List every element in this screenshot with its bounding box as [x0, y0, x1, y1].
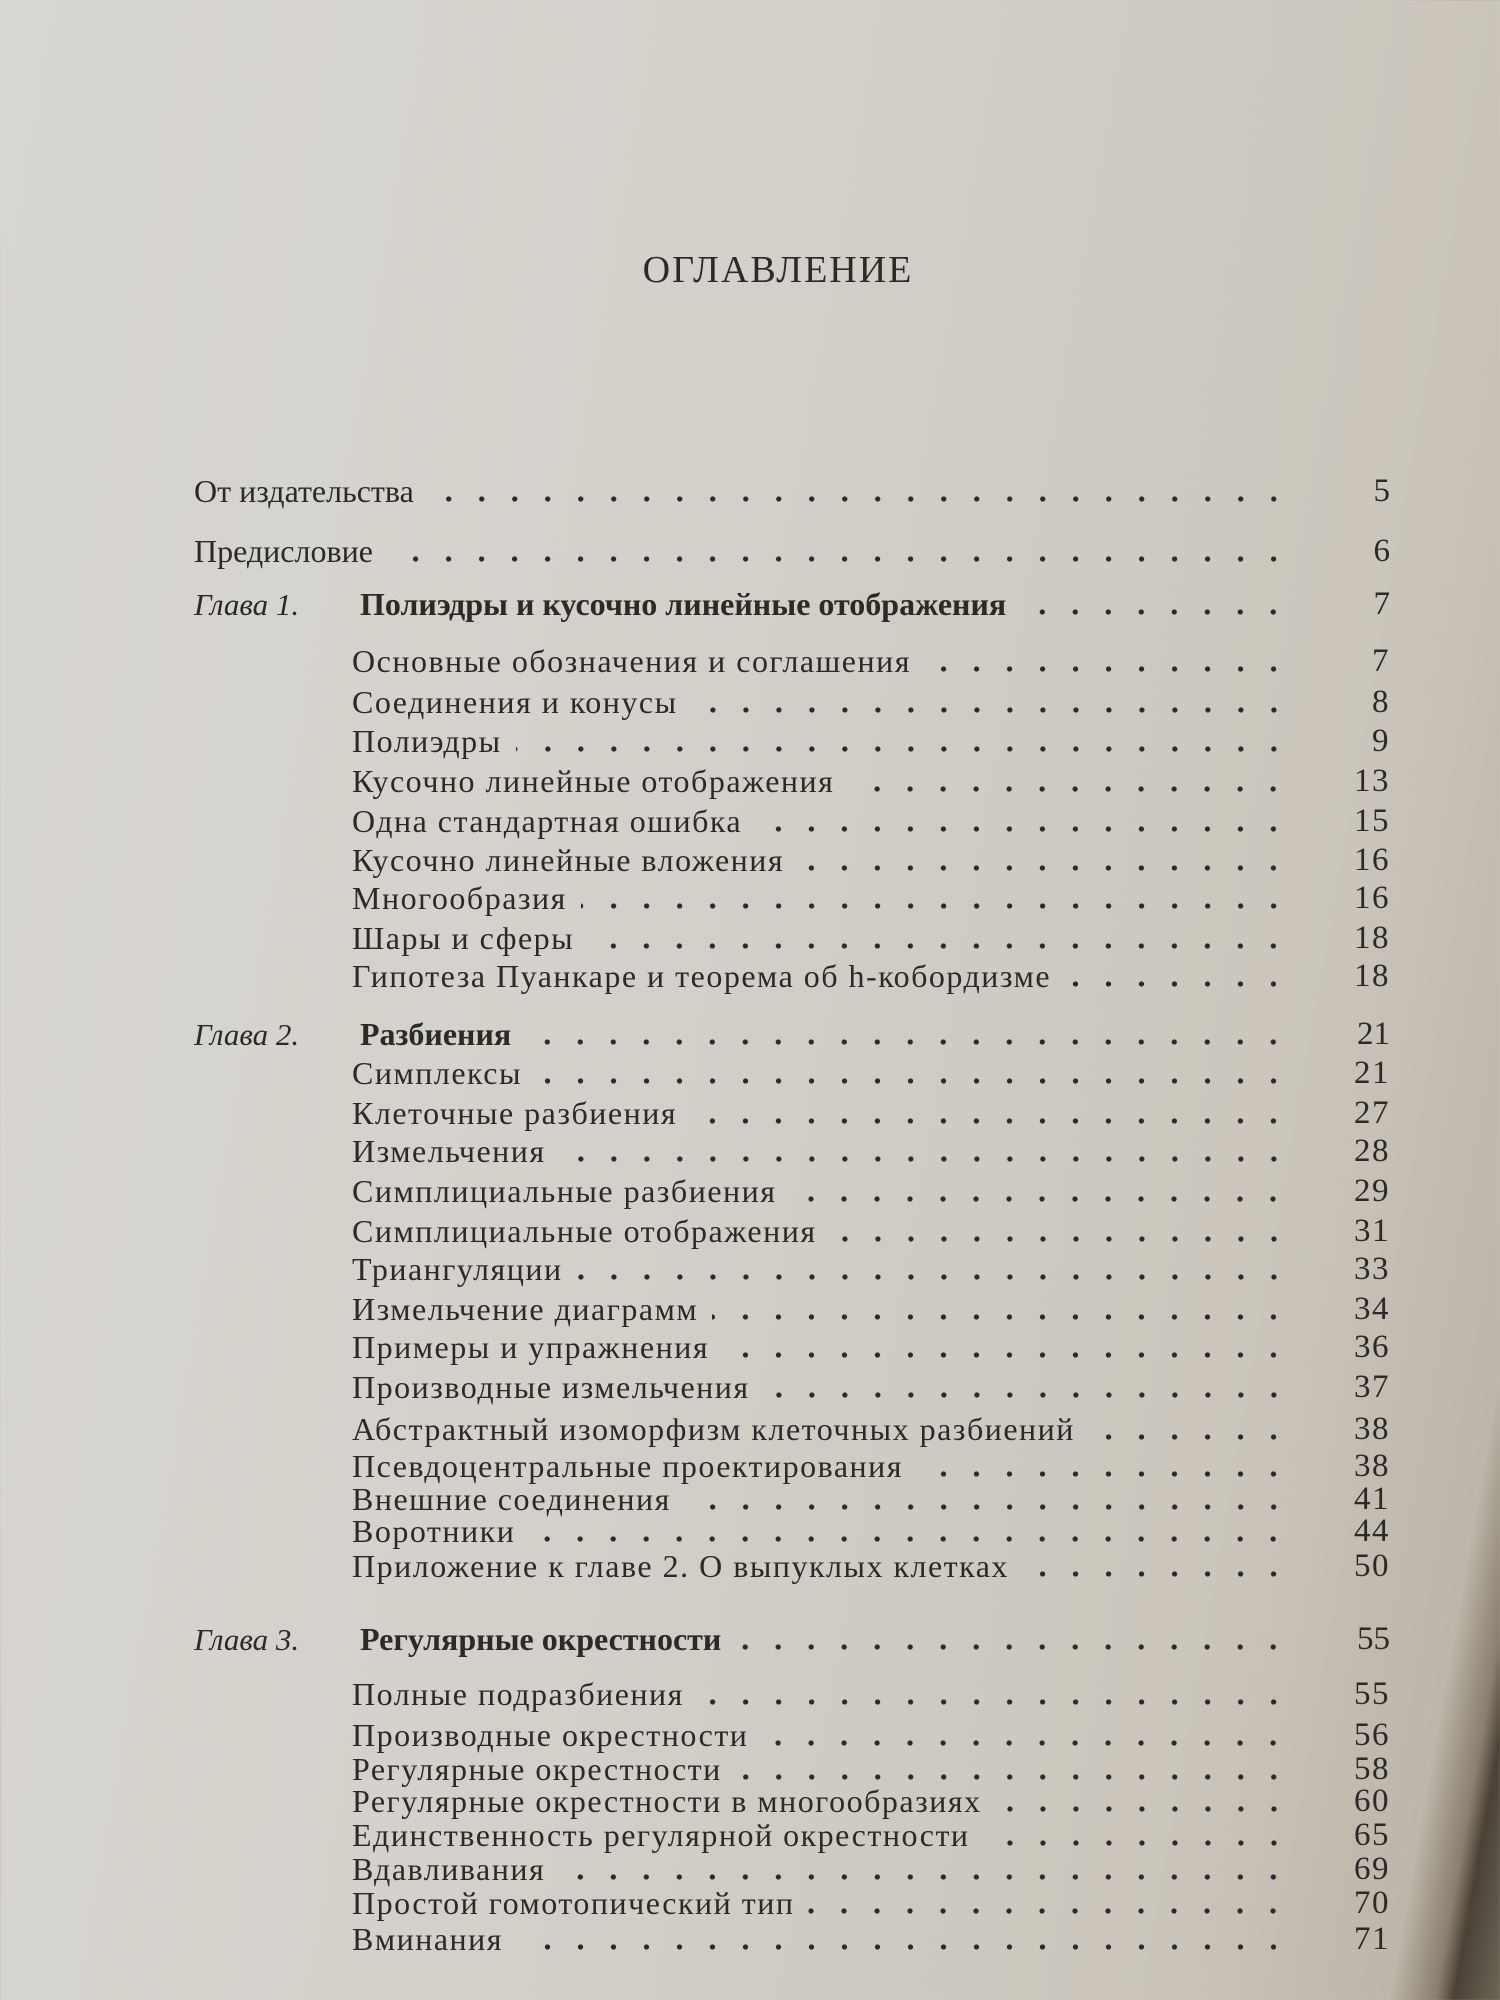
- toc-section-entry: [352, 1130, 1390, 1170]
- entry-title: Разбиения: [360, 1016, 512, 1052]
- toc-chapter-entry: [194, 1013, 1390, 1053]
- toc-section-entry: [352, 1092, 1390, 1132]
- toc-section-entry: [352, 917, 1390, 957]
- page-number: 55: [1354, 1676, 1390, 1712]
- entry-title: Воротники: [352, 1513, 516, 1549]
- dot-leader: [996, 1804, 1290, 1814]
- dot-leader: [517, 1942, 1290, 1952]
- dot-leader: [712, 1312, 1290, 1322]
- dot-leader: [798, 863, 1290, 873]
- page-number: 58: [1354, 1751, 1390, 1787]
- dot-leader: [762, 1738, 1290, 1748]
- page-number: 44: [1354, 1513, 1390, 1549]
- page-number: 38: [1354, 1448, 1390, 1484]
- page-number: 60: [1354, 1783, 1390, 1819]
- page-number: 21: [1354, 1055, 1390, 1091]
- toc-section-entry: [352, 1408, 1390, 1448]
- entry-title: Регулярные окрестности: [352, 1751, 722, 1787]
- dot-leader: [831, 1234, 1290, 1244]
- page-number: 55: [1357, 1621, 1390, 1657]
- dot-leader: [581, 901, 1290, 911]
- page-title: ОГЛАВЛЕНИЕ: [642, 249, 914, 291]
- entry-title: Полиэдры: [352, 723, 502, 759]
- page-number: 13: [1354, 763, 1390, 799]
- toc-section-entry: [352, 681, 1390, 721]
- page-number: 29: [1354, 1173, 1390, 1209]
- dot-leader: [536, 1076, 1290, 1086]
- toc-section-entry: [352, 1882, 1390, 1922]
- entry-title: Многообразия: [352, 880, 567, 916]
- toc-section-entry: [352, 1918, 1390, 1958]
- entry-title: Триангуляции: [352, 1251, 563, 1287]
- page-number: 31: [1354, 1213, 1390, 1249]
- toc-section-entry: [352, 1673, 1390, 1713]
- dot-leader: [577, 1272, 1290, 1282]
- dot-leader: [559, 1872, 1290, 1882]
- entry-title: Одна стандартная ошибка: [352, 803, 743, 839]
- page-number: 37: [1354, 1369, 1390, 1405]
- dot-leader: [588, 941, 1290, 951]
- toc-section-entry: [352, 720, 1390, 760]
- page-number: 38: [1354, 1411, 1390, 1447]
- entry-title: Приложение к главе 2. О выпуклых клетках: [352, 1548, 1009, 1584]
- page-number: 16: [1354, 880, 1390, 916]
- dot-leader: [723, 1350, 1290, 1360]
- dot-leader: [735, 1642, 1290, 1652]
- dot-leader: [692, 705, 1290, 715]
- dot-leader: [1020, 607, 1290, 617]
- dot-leader: [1089, 1432, 1290, 1442]
- page-number: 9: [1372, 723, 1390, 759]
- chapter-label: Глава 3.: [194, 1622, 300, 1657]
- toc-section-entry: [352, 640, 1390, 680]
- dot-leader: [691, 1116, 1290, 1126]
- page-number: 70: [1354, 1885, 1390, 1921]
- toc-section-entry: [352, 839, 1390, 879]
- entry-title: Абстрактный изоморфизм клеточных разбиений: [352, 1411, 1075, 1447]
- toc-section-entry: [352, 800, 1390, 840]
- dot-leader: [790, 1194, 1290, 1204]
- entry-title: Симплициальные отображения: [352, 1213, 817, 1249]
- entry-title: Гипотеза Пуанкаре и теорема об h-кобордизме: [352, 958, 1052, 994]
- page-number: 36: [1354, 1329, 1390, 1365]
- page-number: 41: [1354, 1481, 1390, 1517]
- page-number: 7: [1373, 586, 1390, 622]
- page-number: 65: [1354, 1817, 1390, 1853]
- dot-leader: [1065, 979, 1290, 989]
- page-number: 34: [1354, 1291, 1390, 1327]
- toc-section-entry: [352, 760, 1390, 800]
- page-number: 18: [1354, 920, 1390, 956]
- chapter-label: Глава 2.: [194, 1017, 300, 1052]
- dot-leader: [428, 494, 1290, 504]
- page-number: 71: [1354, 1921, 1390, 1957]
- entry-title: Соединения и конусы: [352, 684, 678, 720]
- entry-title: Вминания: [352, 1921, 504, 1957]
- toc-entry: [194, 530, 1390, 570]
- entry-title: Регулярные окрестности: [360, 1621, 722, 1657]
- entry-title: Кусочно линейные вложения: [352, 842, 785, 878]
- dot-leader: [808, 1906, 1290, 1916]
- dot-leader: [529, 1534, 1290, 1544]
- entry-title: Измельчение диаграмм: [352, 1291, 699, 1327]
- toc-section-entry: [352, 1326, 1390, 1366]
- page-number: 28: [1354, 1133, 1390, 1169]
- entry-title: Клеточные разбиения: [352, 1095, 678, 1131]
- toc-section-entry: [352, 1510, 1390, 1550]
- entry-title: Основные обозначения и соглашения: [352, 643, 911, 679]
- toc-section-entry: [352, 1366, 1390, 1406]
- entry-title: Полиэдры и кусочно линейные отображения: [360, 586, 1007, 622]
- dot-leader: [525, 1037, 1290, 1047]
- dot-leader: [925, 664, 1290, 674]
- page-number: 27: [1354, 1095, 1390, 1131]
- entry-title: От издательства: [194, 473, 414, 509]
- entry-title: Измельчения: [352, 1133, 546, 1169]
- page-number: 33: [1354, 1251, 1390, 1287]
- entry-title: Примеры и упражнения: [352, 1329, 710, 1365]
- entry-title: Псевдоцентральные проектирования: [352, 1448, 904, 1484]
- toc-entry: [194, 470, 1390, 510]
- entry-title: Производные окрестности: [352, 1717, 749, 1753]
- dot-leader: [848, 784, 1290, 794]
- entry-title: Симплексы: [352, 1055, 522, 1091]
- entry-title: Производные измельчения: [352, 1369, 750, 1405]
- entry-title: Простой гомотопический тип: [352, 1885, 795, 1921]
- toc-section-entry: [352, 877, 1390, 917]
- entry-title: Вдавливания: [352, 1851, 546, 1887]
- toc-section-entry: [352, 1288, 1390, 1328]
- page-number: 50: [1354, 1548, 1390, 1584]
- entry-title: Предисловие: [194, 533, 373, 569]
- toc-section-entry: [352, 1248, 1390, 1288]
- page-number: 6: [1373, 533, 1390, 569]
- page-number: 8: [1372, 684, 1390, 720]
- dot-leader: [984, 1838, 1290, 1848]
- toc-section-entry: [352, 1170, 1390, 1210]
- dot-leader: [764, 1390, 1290, 1400]
- dot-leader: [560, 1154, 1290, 1164]
- page-number: 15: [1354, 803, 1390, 839]
- entry-title: Кусочно линейные отображения: [352, 763, 835, 799]
- page-number: 21: [1357, 1016, 1390, 1052]
- page-number: 16: [1354, 842, 1390, 878]
- entry-title: Внешние соединения: [352, 1481, 671, 1517]
- page-number: 5: [1373, 473, 1390, 509]
- entry-title: Полные подразбиения: [352, 1676, 684, 1712]
- toc-section-entry: [352, 955, 1390, 995]
- page-number: 69: [1354, 1851, 1390, 1887]
- page-number: 56: [1354, 1717, 1390, 1753]
- entry-title: Регулярные окрестности в многообразиях: [352, 1783, 982, 1819]
- toc-section-entry: [352, 1210, 1390, 1250]
- toc-section-entry: [352, 1545, 1390, 1585]
- entry-title: Симплициальные разбиения: [352, 1173, 777, 1209]
- toc-chapter-entry: [194, 583, 1390, 623]
- entry-title: Шары и сферы: [352, 920, 575, 956]
- dot-leader: [387, 554, 1290, 564]
- entry-title: Единственность регулярной окрестности: [352, 1817, 970, 1853]
- page-number: 7: [1372, 643, 1390, 679]
- toc-chapter-entry: [194, 1618, 1390, 1658]
- chapter-label: Глава 1.: [194, 587, 300, 622]
- page-number: 18: [1354, 958, 1390, 994]
- dot-leader: [698, 1697, 1290, 1707]
- dot-leader: [1023, 1569, 1290, 1579]
- dot-leader: [516, 744, 1290, 754]
- dot-leader: [756, 824, 1290, 834]
- toc-section-entry: [352, 1052, 1390, 1092]
